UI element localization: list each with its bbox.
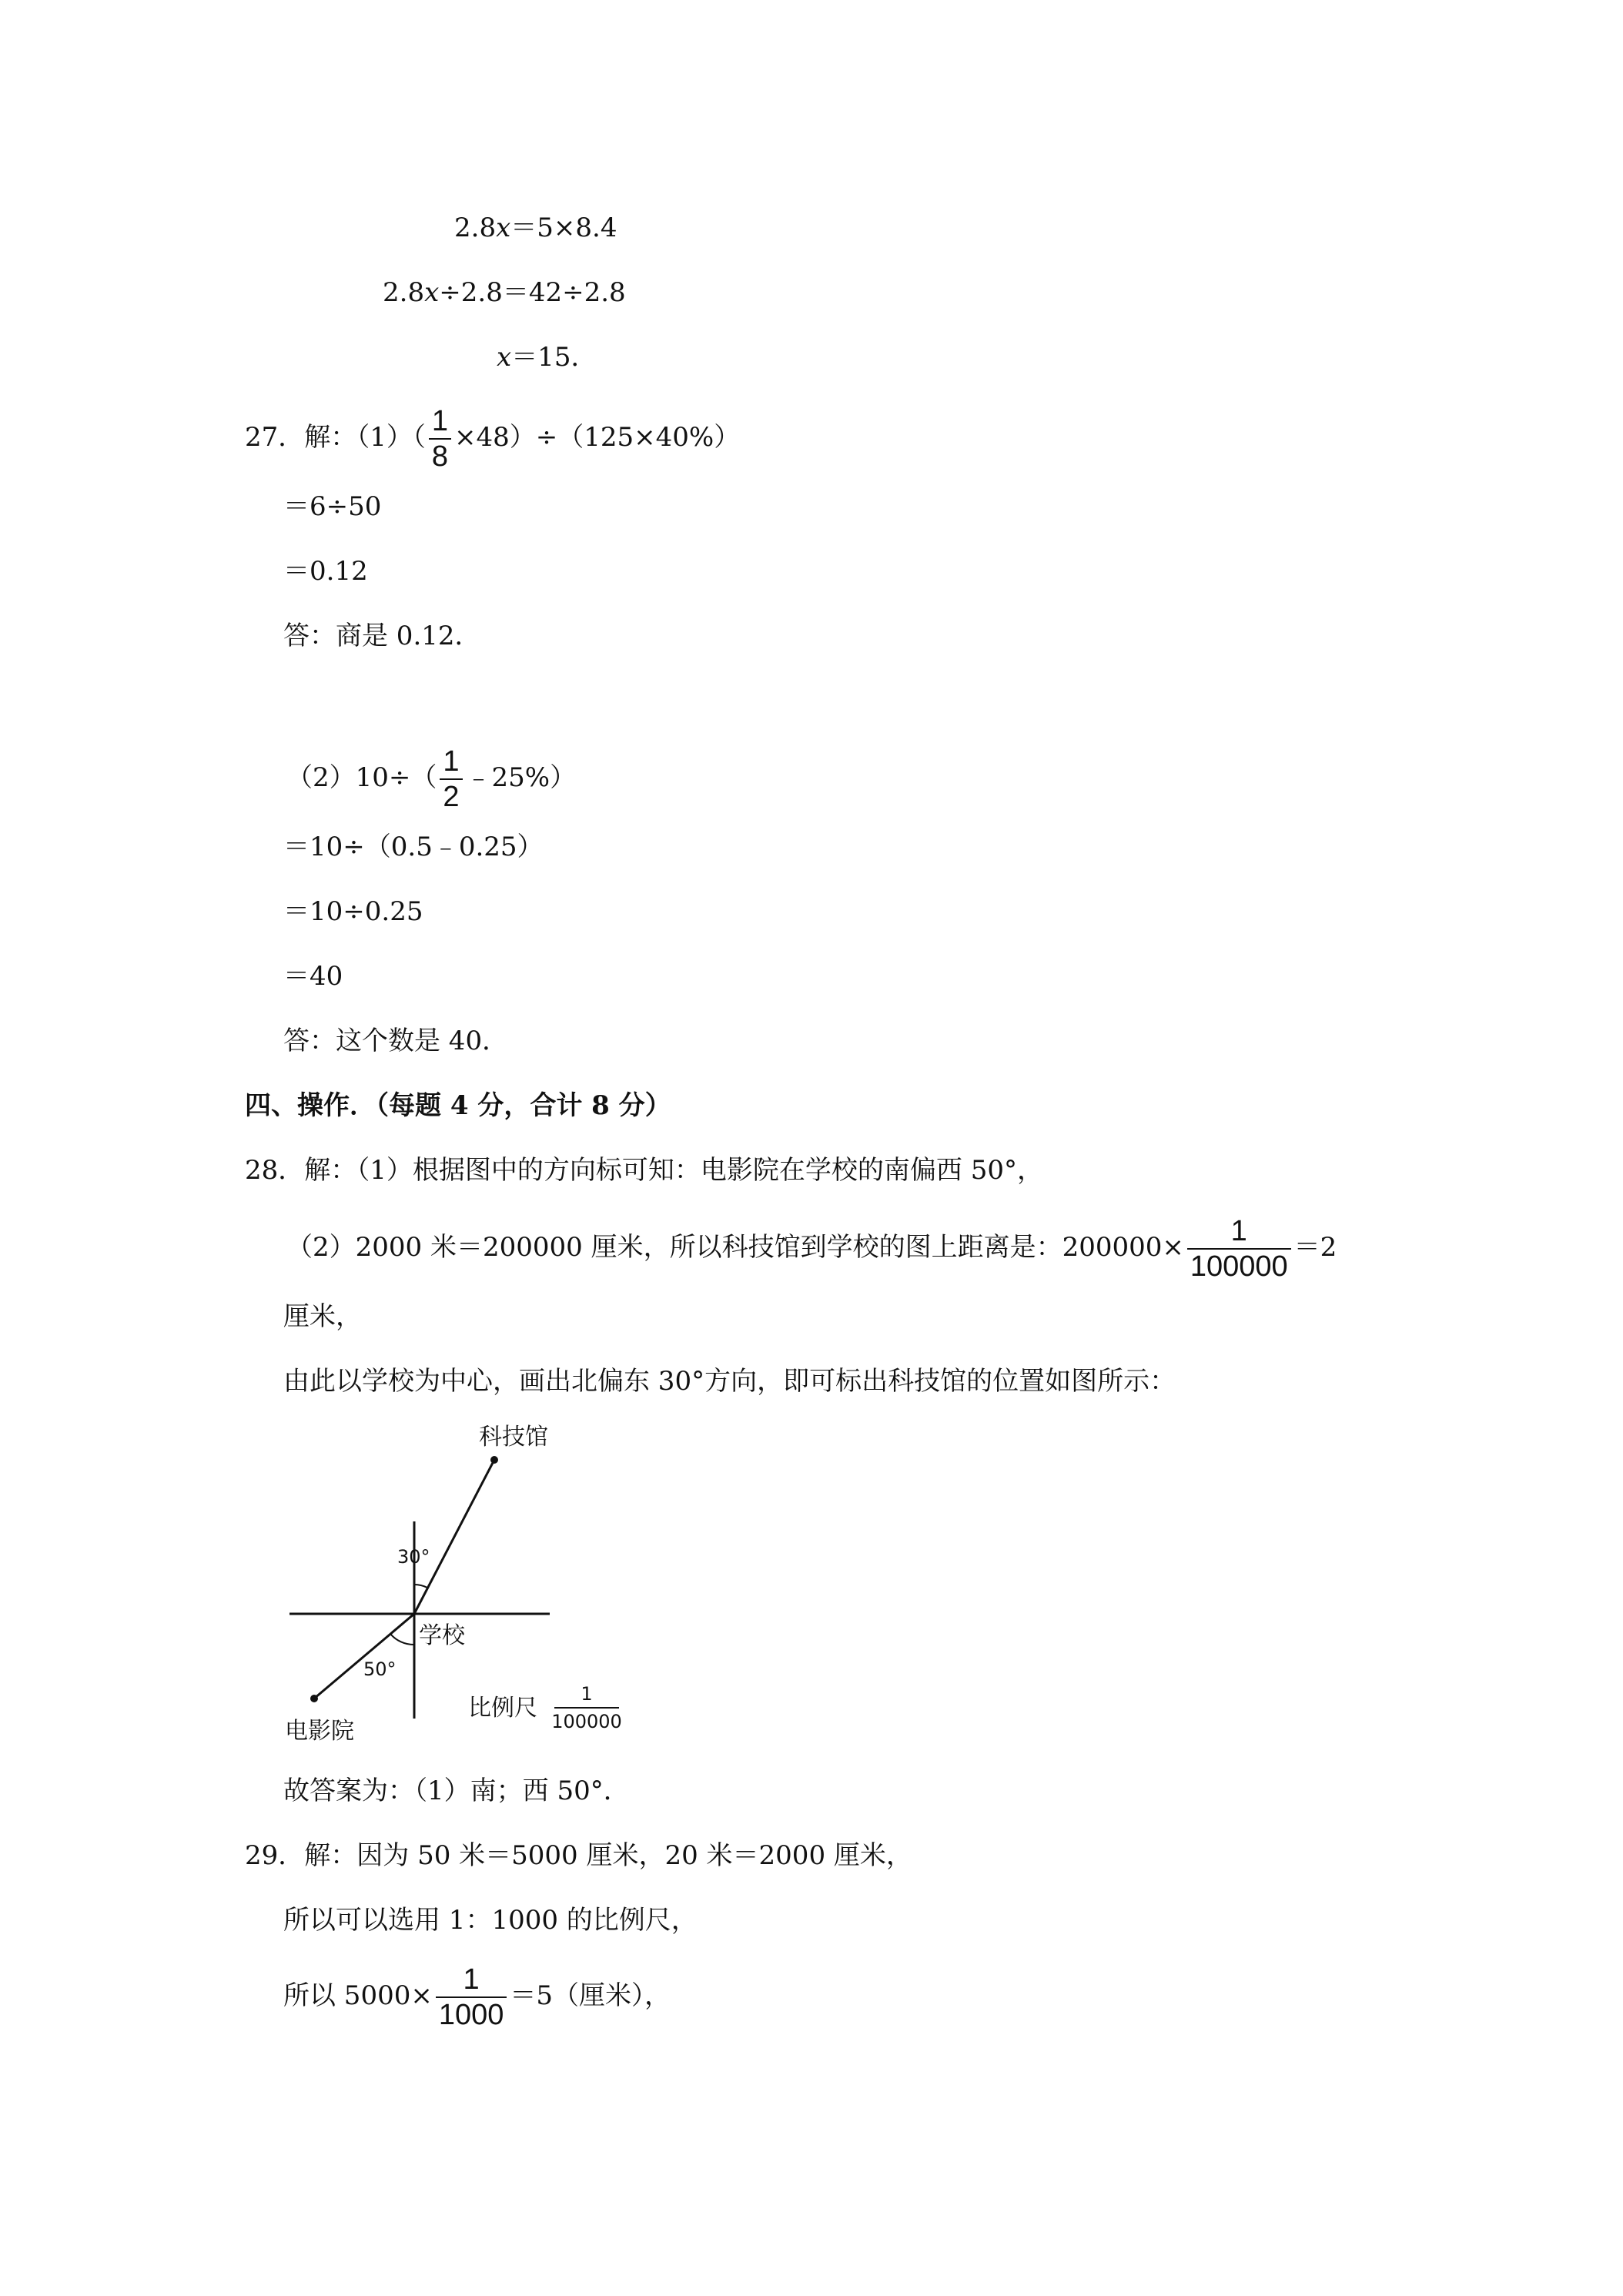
q27-step-1: ＝6÷50 <box>283 491 382 522</box>
q27-answer-1: 答：商是 0.12． <box>283 621 481 651</box>
eq1-var: x <box>496 213 511 243</box>
q29-line-1: 29．解：因为 50 米＝5000 厘米，20 米＝2000 厘米， <box>245 1840 912 1871</box>
q28-line-3: 厘米， <box>283 1301 362 1332</box>
fraction-numerator: 1 <box>443 745 460 778</box>
q27-head-after: ×48）÷（125×40%） <box>454 422 741 453</box>
fraction-numerator: 1 <box>431 405 449 437</box>
cinema-point <box>310 1695 318 1702</box>
south-angle-arc <box>390 1634 414 1645</box>
q28-line-2-post: ＝2 <box>1293 1232 1337 1263</box>
q27-part2-heading <box>286 747 576 812</box>
q28-line-2-pre: （2）2000 米＝200000 厘米，所以科技馆到学校的图上距离是：200000× <box>286 1232 1184 1263</box>
q29-line-3-post: ＝5（厘米）， <box>510 1980 671 2011</box>
cinema-label: 电影院 <box>285 1718 354 1745</box>
q28-answer: 故答案为：（1）南；西 50°． <box>283 1776 630 1806</box>
q28-line-1: 28．解：（1）根据图中的方向标可知：电影院在学校的南偏西 50°， <box>245 1155 1043 1186</box>
eq1-post: ＝5×8.4 <box>510 213 617 243</box>
eq3-post: ＝15． <box>511 342 597 373</box>
fraction-denominator: 2 <box>440 778 462 812</box>
fraction-denominator: 1000 <box>436 1996 507 2030</box>
q27-part2-head-after: ﹣25%） <box>465 762 577 793</box>
museum-label: 科技馆 <box>479 1424 548 1451</box>
equation-line-2 <box>383 274 626 311</box>
fraction-one-eighth <box>429 407 451 471</box>
q29-line-2: 所以可以选用 1：1000 的比例尺， <box>283 1905 698 1936</box>
scale-numerator: 1 <box>581 1683 593 1705</box>
museum-ray <box>414 1460 494 1614</box>
q28-line-4: 由此以学校为中心，画出北偏东 30°方向，即可标出科技馆的位置如图所示： <box>283 1366 1176 1397</box>
eq1-pre: 2.8 <box>454 213 497 243</box>
q28-line-2 <box>286 1217 1337 1281</box>
fraction-numerator: 1 <box>1230 1215 1247 1247</box>
scale-label: 比例尺 <box>468 1695 537 1722</box>
fraction-one-half <box>440 747 462 812</box>
scale-denominator: 100000 <box>551 1711 622 1732</box>
q27-head-text: 27．解：（1）（ <box>245 422 426 453</box>
eq2-pre: 2.8 <box>383 277 425 308</box>
eq2-post: ÷2.8＝42÷2.8 <box>439 277 626 308</box>
q29-line-3 <box>283 1965 671 2030</box>
fraction-one-over-100000 <box>1187 1217 1291 1281</box>
school-label: 学校 <box>419 1622 465 1649</box>
q27-part2-head-text: （2）10÷（ <box>286 762 437 793</box>
q29-line-3-pre: 所以 5000× <box>283 1980 433 2011</box>
museum-point <box>490 1456 498 1464</box>
section-4-title: 四、操作．（每题 4 分，合计 8 分） <box>245 1090 671 1121</box>
q27-heading <box>245 407 740 471</box>
north-angle-arc <box>414 1585 427 1588</box>
equation-line-1 <box>454 209 617 246</box>
q27-part2-step-3: ＝40 <box>283 961 343 992</box>
fraction-denominator: 100000 <box>1187 1248 1291 1281</box>
direction-diagram <box>283 1417 714 1755</box>
eq2-var: x <box>424 277 440 308</box>
q27-step-2: ＝0.12 <box>283 556 368 587</box>
fraction-numerator: 1 <box>463 1963 480 1996</box>
q27-part2-step-1: ＝10÷（0.5﹣0.25） <box>283 832 544 862</box>
cinema-ray <box>314 1614 414 1699</box>
south-angle-label: 50° <box>363 1658 397 1680</box>
q27-part2-step-2: ＝10÷0.25 <box>283 896 423 927</box>
north-angle-label: 30° <box>397 1546 430 1568</box>
eq3-var: x <box>497 342 512 373</box>
fraction-denominator: 8 <box>429 438 451 471</box>
fraction-one-over-1000 <box>436 1965 507 2030</box>
equation-line-3 <box>497 339 597 376</box>
q27-answer-2: 答：这个数是 40． <box>283 1026 509 1056</box>
